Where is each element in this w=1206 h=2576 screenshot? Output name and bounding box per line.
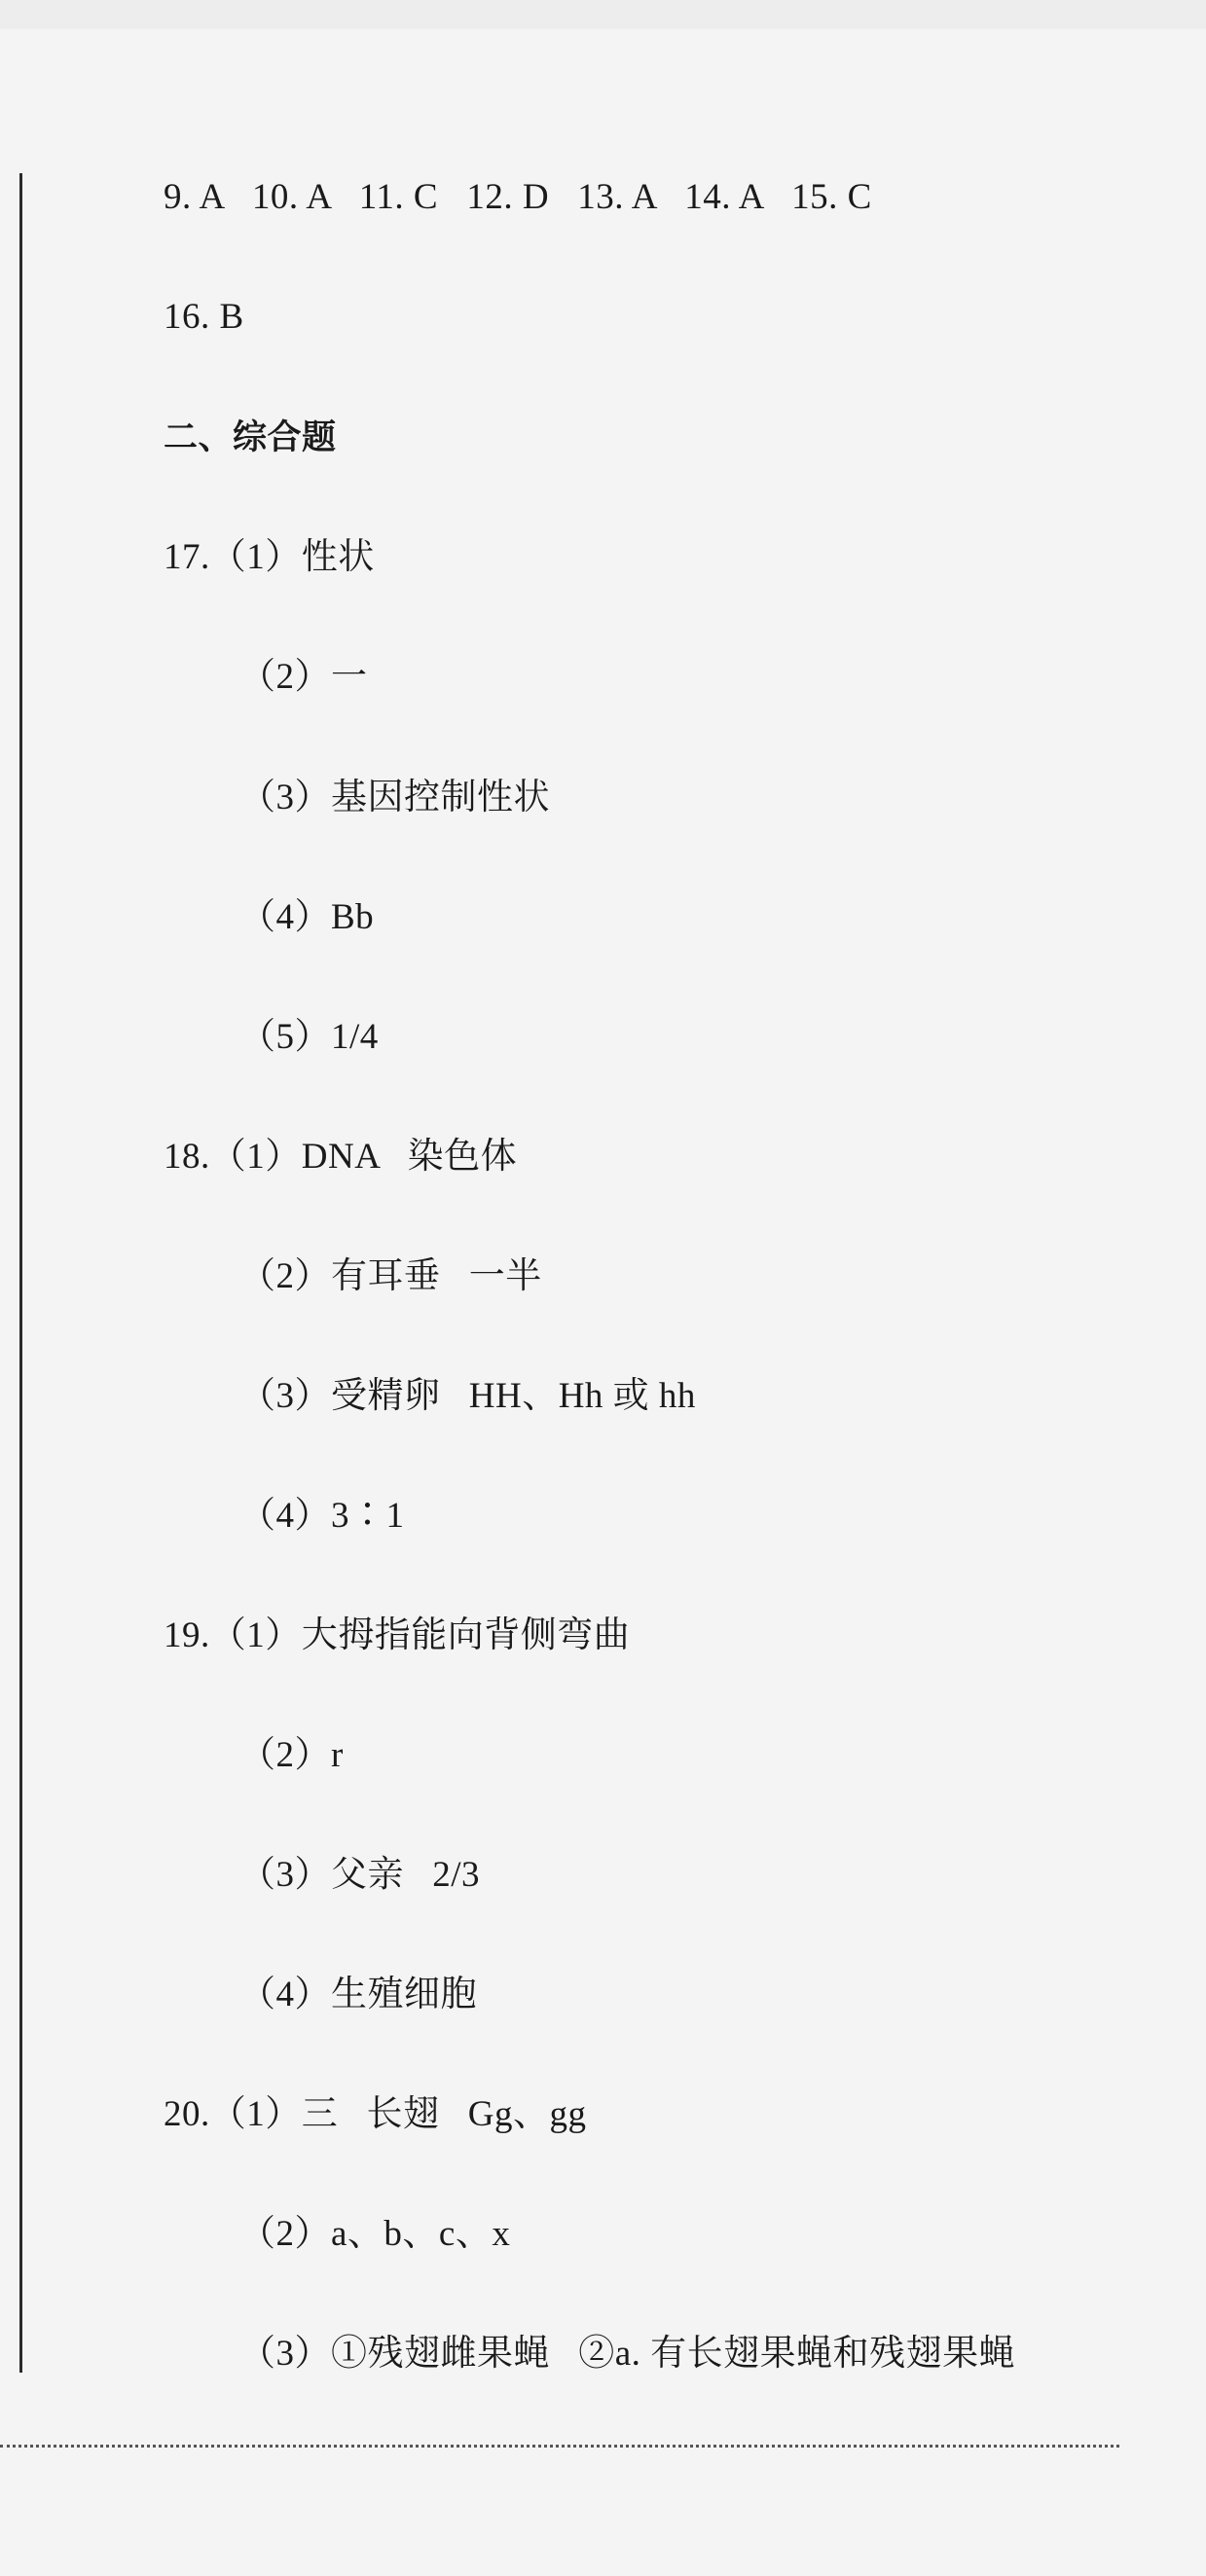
q17-part5: （5）1/4 (239, 1017, 379, 1057)
q20-part1: 20.（1）三 长翅 Gg、gg (164, 2094, 587, 2134)
left-margin-rule (19, 173, 22, 2373)
choice-answers-row-2: 16. B (164, 297, 244, 337)
q18-part3: （3）受精卵 HH、Hh 或 hh (239, 1376, 696, 1416)
q20-part3: （3）①残翅雌果蝇 ②a. 有长翅果蝇和残翅果蝇 (239, 2334, 1016, 2374)
q17-part4: （4）Bb (239, 897, 375, 937)
q20-part2: （2）a、b、c、x (239, 2214, 511, 2254)
q19-part4: （4）生殖细胞 (239, 1975, 477, 2014)
section-heading: 二、综合题 (164, 418, 337, 457)
q18-part1: 18.（1）DNA 染色体 (164, 1137, 518, 1177)
choice-answers-row-1: 9. A 10. A 11. C 12. D 13. A 14. A 15. C (164, 177, 872, 217)
q19-part1: 19.（1）大拇指能向背侧弯曲 (164, 1615, 631, 1655)
q17-part1: 17.（1）性状 (164, 537, 375, 577)
q18-part4: （4）3∶1 (239, 1496, 405, 1536)
top-margin-band (0, 0, 1206, 29)
q17-part2: （2）一 (239, 657, 368, 697)
q19-part3: （3）父亲 2/3 (239, 1855, 481, 1895)
q17-part3: （3）基因控制性状 (239, 778, 550, 817)
q18-part2: （2）有耳垂 一半 (239, 1256, 542, 1296)
q19-part2: （2）r (239, 1735, 344, 1775)
bottom-dotted-divider (0, 2445, 1119, 2448)
